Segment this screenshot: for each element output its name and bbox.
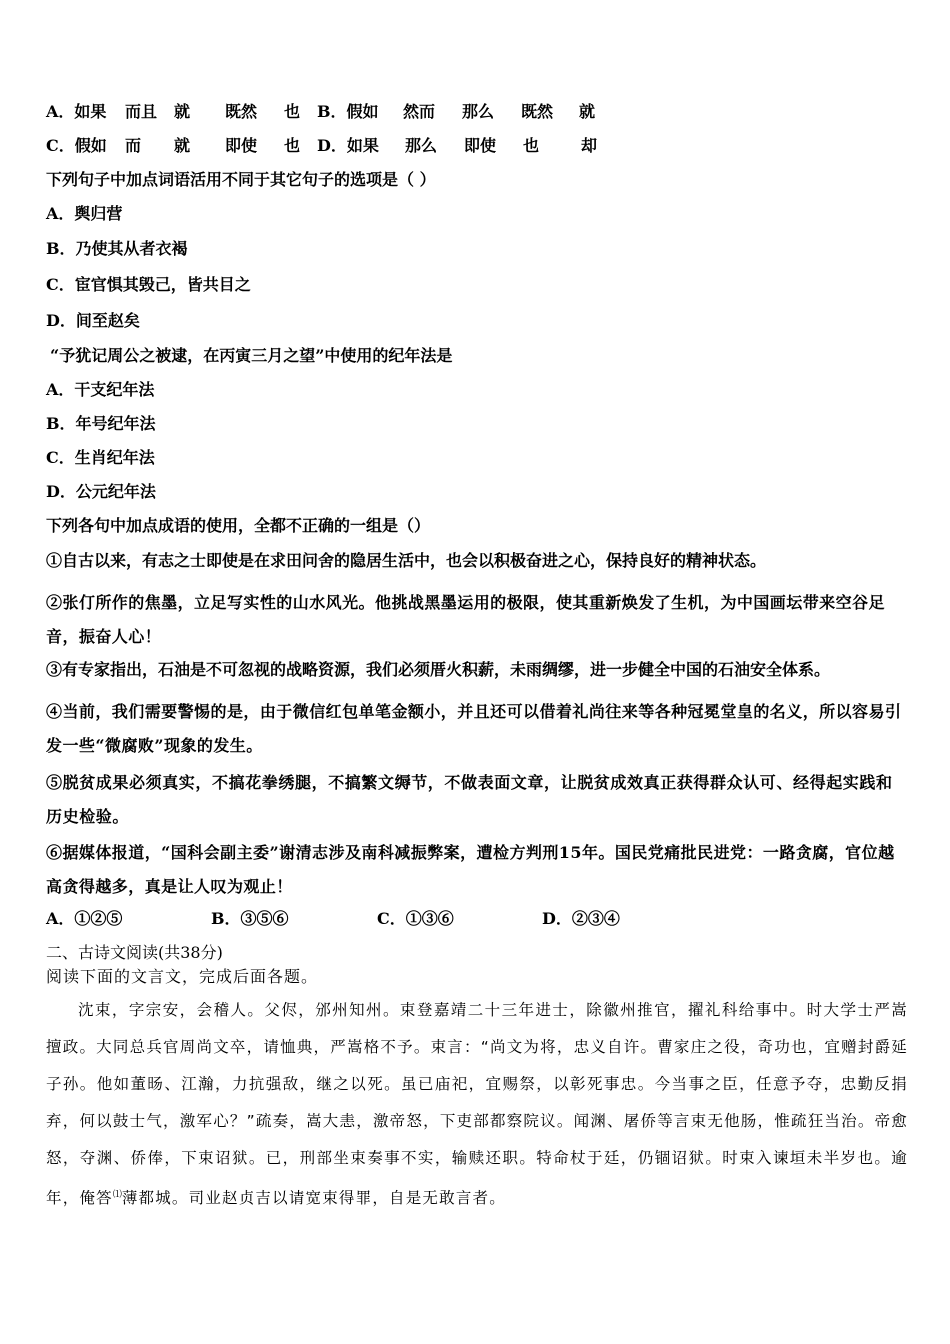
option-d-word: 那么 [405, 136, 438, 155]
option-b-word: 就 [579, 102, 596, 121]
option-a-word: 而且 [125, 102, 158, 121]
section-heading: 二、古诗文阅读(共38分) [46, 943, 223, 962]
option-a-label[interactable]: A．如果 [46, 102, 107, 121]
option-b-label[interactable]: B．假如 [317, 102, 379, 121]
statement-item: ④当前，我们需要警惕的是，由于微信红包单笔金额小，并且还可以借着礼尚往来等各种冠冕堂皇的名义，所以容易引发一些“微腐败”现象的发生。 [46, 702, 902, 755]
statement-item: ②张仃所作的焦墨，立足写实性的山水风光。他挑战黑墨运用的极限，使其重新焕发了生机，为中国画坛带来空谷足音，振奋人心！ [46, 593, 885, 646]
option-a-word: 既然 [225, 102, 258, 121]
question-stem: “予犹记周公之被逮，在丙寅三月之望”中使用的纪年法是 [50, 346, 453, 365]
option-b-word: 那么 [462, 102, 495, 121]
statement-item: ⑤脱贫成果必须真实，不搞花拳绣腿，不搞繁文缛节，不做表面文章，让脱贫成效真正获得群众认可、经得起实践和历史检验。 [46, 773, 893, 826]
question-stem: 下列各句中加点成语的使用，全都不正确的一组是（） [46, 516, 431, 535]
passage-text: 沈束，字宗安，会稽人。父侭，邠州知州。束登嘉靖二十三年进士，除徽州推官，擢礼科给事中。时大学士严嵩擅政。大同总兵官周尚文卒，请恤典，严嵩格不予。束言：“尚文为将，忠义自许。曹家庄之役，奇功也，宜赠封爵延子孙。他如董旸、江瀚，力抗强敌，继之以死。虽已庙祀，宜赐祭，以彰死事忠。今当事之臣，任意予夺，忠勤反捐弃，何以鼓士气，激军心？”疏奏，嵩大恚，激帝怒，下吏部都察院议。闻渊、屠侨等言束无他肠，惟疏狂当治。帝愈怒，夺渊、侨俸，下束诏狱。已，刑部坐束奏事不实，输赎还职。特命杖于廷，仍锢诏狱。时束入谏垣未半岁也。逾年，俺答 [46, 1001, 908, 1207]
option-d-word: 即使 [464, 136, 497, 155]
option-item[interactable]: C．生肖纪年法 [46, 448, 155, 467]
option-b-word: 既然 [521, 102, 554, 121]
option-c-word: 即使 [225, 136, 258, 155]
option-item[interactable]: A．舆归营 [46, 204, 123, 223]
classical-passage [46, 992, 908, 1217]
option-item[interactable]: D．间至赵矣 [46, 311, 140, 330]
option-d-word: 也 [523, 136, 540, 155]
option-c-label[interactable]: C．假如 [46, 136, 107, 155]
answer-options [46, 909, 906, 929]
conj-row-2 [46, 136, 906, 156]
option-item[interactable]: C．宦官惧其毁己，皆共目之 [46, 275, 251, 294]
statement-item: ①自古以来，有志之士即使是在求田问舍的隐居生活中，也会以积极奋进之心，保持良好的精神状态。 [46, 551, 767, 570]
answer-option-a[interactable]: A．①②⑤ [46, 909, 123, 928]
option-item[interactable]: D．公元纪年法 [46, 482, 156, 501]
option-c-word: 而 [125, 136, 142, 155]
option-a-word: 也 [284, 102, 301, 121]
answer-option-c[interactable]: C．①③⑥ [377, 909, 454, 928]
statement-item: ③有专家指出，石油是不可忽视的战略资源，我们必须厝火积薪，未雨绸缪，进一步健全中国的石油安全体系。 [46, 660, 831, 679]
option-a-word: 就 [174, 102, 191, 121]
option-item[interactable]: A．干支纪年法 [46, 380, 155, 399]
option-d-label[interactable]: D．如果 [317, 136, 379, 155]
option-d-word: 却 [581, 136, 598, 155]
section-instruction: 阅读下面的文言文，完成后面各题。 [46, 967, 319, 986]
statement-item: ⑥据媒体报道，“国科会副主委”谢清志涉及南科减振弊案，遭检方判刑15年。国民党痛批民进党：一路贪腐，官位越高贪得越多，真是让人叹为观止！ [46, 843, 895, 896]
conj-row-1 [46, 102, 906, 122]
option-item[interactable]: B．乃使其从者衣褐 [46, 239, 188, 258]
passage-text: 薄都城。司业赵贞吉以请宽束得罪，自是无敢言者。 [121, 1189, 506, 1207]
question-stem: 下列句子中加点词语活用不同于其它句子的选项是（ ） [46, 170, 436, 189]
option-b-word: 然而 [403, 102, 436, 121]
answer-option-b[interactable]: B．③⑤⑥ [211, 909, 289, 928]
answer-option-d[interactable]: D．②③④ [542, 909, 620, 928]
footnote-marker[interactable]: ⑴ [112, 1190, 122, 1200]
option-item[interactable]: B．年号纪年法 [46, 414, 156, 433]
option-c-word: 也 [284, 136, 301, 155]
option-c-word: 就 [174, 136, 191, 155]
